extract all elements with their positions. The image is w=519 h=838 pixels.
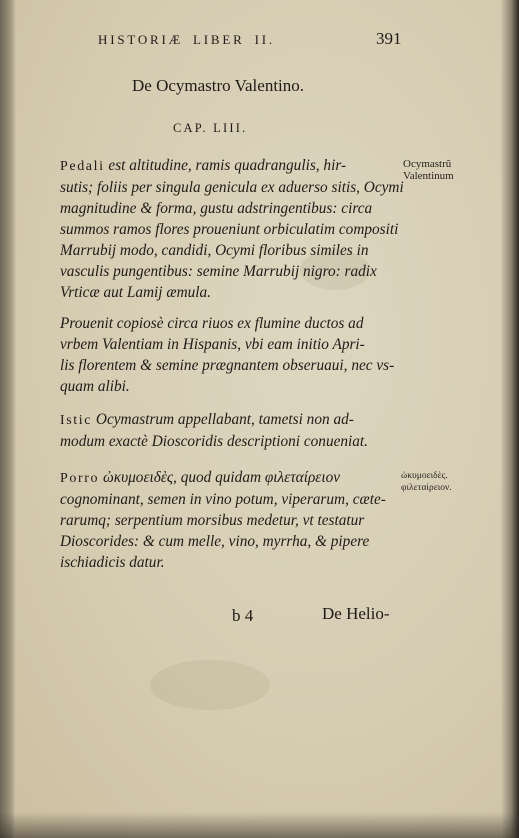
paragraph-lead-word: Istic [60,413,93,428]
paragraph-line: modum exactè Dioscoridis descriptioni conueniat. [60,433,369,450]
paragraph-uses [60,467,400,573]
page-bottom-shadow [0,812,519,838]
paragraph-line: Prouenit copiosè circa riuos ex flumine ductos ad [60,315,364,332]
signature-mark: b 4 [232,606,254,625]
paragraph-line: summos ramos flores proueniunt orbiculatim compositi [60,221,399,238]
chapter-label: CAP. LIII. [173,121,248,135]
paragraph-line: ischiadicis datur. [60,554,165,571]
paragraph-line: Vrticæ aut Lamij æmula. [60,284,211,301]
section-title: De Ocymastro Valentino. [132,76,305,95]
page-edge-shadow [501,0,519,838]
paragraph-line: Marrubij modo, candidi, Ocymi floribus similes in [60,242,369,259]
paragraph-line: lis florentem & semine prægnantem obseruaui, nec vs- [60,357,395,374]
paragraph-line: Porro ὠκυμοειδὲς, quod quidam φιλεταίρειον [60,469,341,486]
margin-note: Ocymastrũ Valentinum [403,158,454,182]
paragraph-line: vasculis pungentibus: semine Marrubij nigro: radix [60,263,377,280]
paragraph-line: magnitudine & forma, gustu adstringentibus: circa [60,200,373,217]
page-number: 391 [376,29,402,48]
paragraph-habitat [60,313,400,397]
page-gutter-shadow [0,0,16,838]
paragraph-line: Dioscorides: & cum melle, vino, myrrha, & pipere [60,533,370,550]
paragraph-line: sutis; foliis per singula genicula ex aduerso sitis, Ocymi [60,179,404,196]
paragraph-line: Istic Ocymastrum appellabant, tametsi non ad- [60,411,354,428]
paragraph-line: vrbem Valentiam in Hispanis, vbi eam initio Apri- [60,336,365,353]
paragraph-lead-word: Pedali [60,159,105,174]
paragraph-line: quam alibi. [60,378,130,395]
paragraph-name [60,409,400,452]
paragraph-lead-word: Porro [60,471,100,486]
running-head: HISTORIÆ LIBER II. [98,32,275,47]
paragraph-description [60,155,404,303]
paragraph-line: Pedali est altitudine, ramis quadrangulis, hir- [60,157,347,174]
margin-note: ὠκυμοειδὲς. φιλεταίρειον. [401,471,452,493]
paragraph-line: cognominant, semen in vino potum, viperarum, cæte- [60,491,386,508]
paper-stain [150,660,270,710]
paragraph-line: rarumq; serpentium morsibus medetur, vt testatur [60,512,365,529]
catchword: De Helio- [322,604,390,623]
